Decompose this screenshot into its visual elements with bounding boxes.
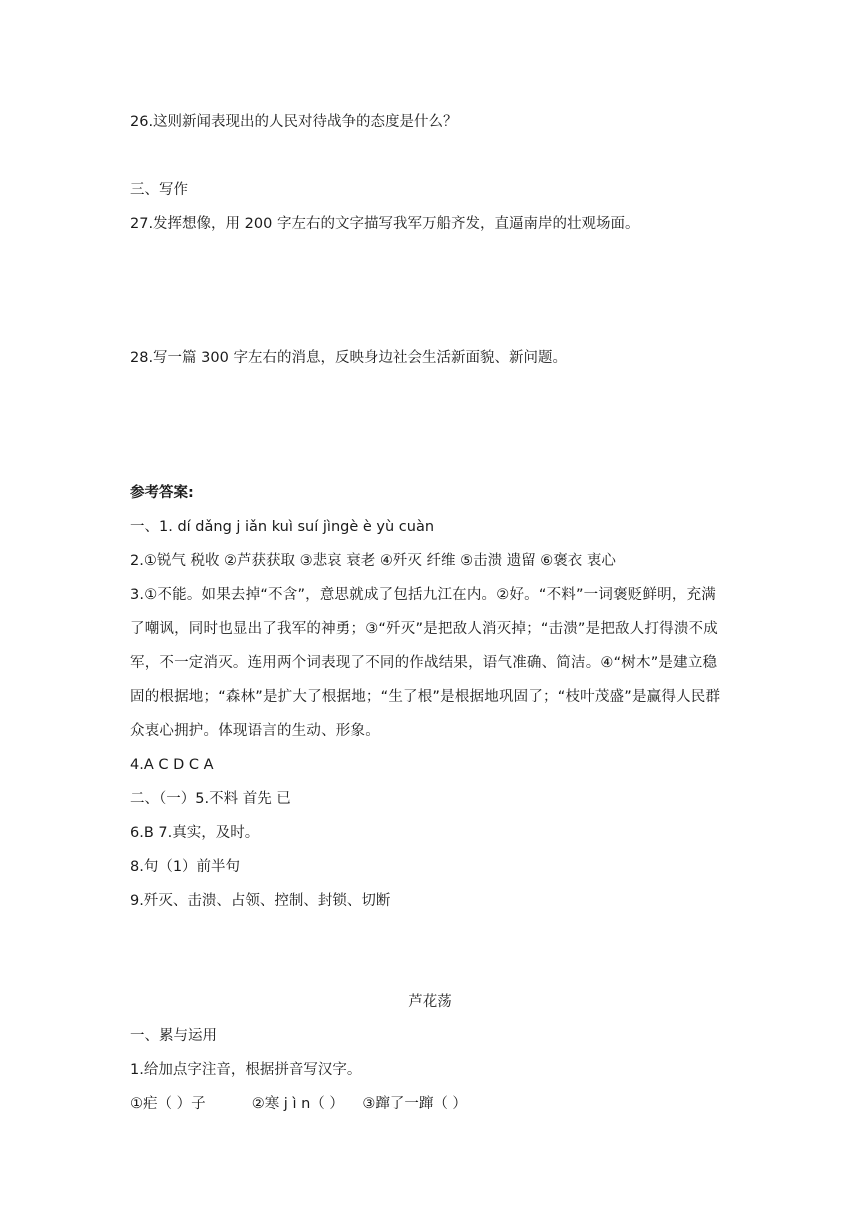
lesson-title: 芦花荡	[408, 994, 452, 1010]
answer-6-7: 6.B 7.真实，及时。	[130, 825, 260, 841]
answer-1-pinyin: 一、1. dí dǎng j iǎn kuì suí jìngè è yù cuàn	[130, 519, 435, 535]
answer-5: 二、（一）5.不料 首先 已	[130, 791, 291, 807]
section-heading-writing: 三、写作	[130, 182, 188, 198]
next-question-1: 1.给加点字注音，根据拼音写汉字。	[130, 1062, 362, 1078]
question-26: 26.这则新闻表现出的人民对待战争的态度是什么？	[130, 114, 458, 130]
answer-3: 3.①不能。如果去掉“不含”，意思就成了包括九江在内。②好。“不料”一词褒贬鲜明，充满了嘲讽，同时也显出了我军的神勇；③“歼灭”是把敌人消灭掉；“击溃”是把敌人打得溃不成军，不一定消灭。连用两个词表现了不同的作战结果，语气准确、简洁。④“树木”是建立稳固的根据地；“森林”是扩大了根据地；“生了根”是根据地巩固了；“枝叶茂盛”是赢得人民群众衷心拥护。体现语言的生动、形象。	[130, 587, 721, 739]
answer-2: 2.①锐气 税收 ②芦获获取 ③悲哀 衰老 ④歼灭 纤维 ⑤击溃 遗留 ⑥褒衣 衷心	[130, 553, 616, 569]
question-27: 27.发挥想像，用 200 字左右的文字描写我军万船齐发，直逼南岸的壮观场面。	[130, 216, 640, 232]
answer-9: 9.歼灭、击溃、占领、控制、封锁、切断	[130, 893, 391, 909]
answers-heading: 参考答案:	[130, 485, 194, 501]
answer-4: 4.A C D C A	[130, 757, 214, 773]
section-heading-usage: 一、累与运用	[130, 1028, 217, 1044]
question-28: 28.写一篇 300 字左右的消息，反映身边社会生活新面貌、新问题。	[130, 350, 567, 366]
answer-8: 8.句（1）前半句	[130, 859, 241, 875]
next-question-1-items: ①疟（ ）子 ②寒 j ì n（ ） ③蹿了一蹿（ ）	[130, 1096, 467, 1112]
